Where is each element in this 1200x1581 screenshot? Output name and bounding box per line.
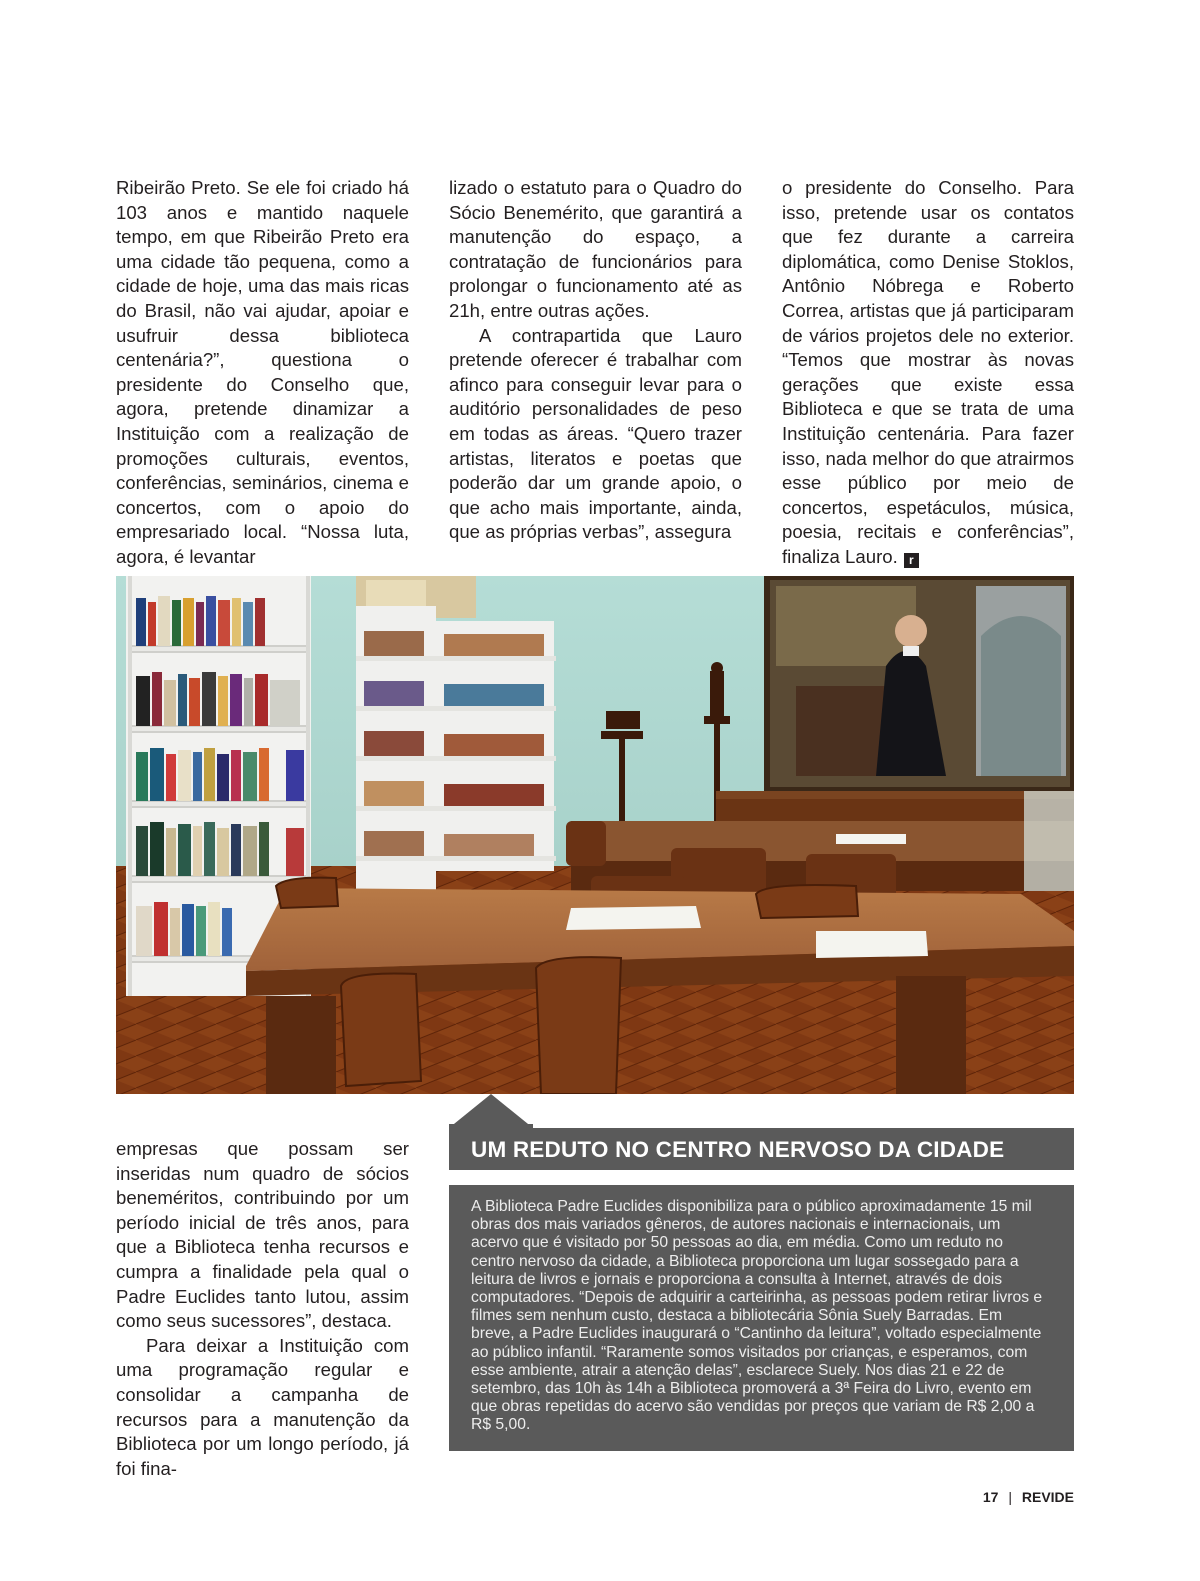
footer-separator: | [1008, 1489, 1012, 1505]
page-number: 17 [982, 1489, 999, 1505]
article-paragraph: A contrapartida que Lauro pretende oferecer é trabalhar com afinco para conseguir levar para o auditório personalidades de peso em todas as áreas. “Quero trazer artistas, literatos e poetas que poderão dar um grande apoio, o que acho mais importante, ainda, que as próprias verbas”, assegura [449, 324, 742, 543]
sidebar-body: A Biblioteca Padre Euclides disponibiliza para o público aproximadamente 15 mil obras dos mais variados gêneros, de autores nacionais e internacionais, um acervo que é visitado por 50 pessoas ao dia, em média. Como um reduto no centro nervoso da cidade, a Biblioteca proporciona um lugar sossegado para a leitura de livros e jornais e proporciona a consulta à Internet, através de dois computadores. “Depois de adquirir a carteirinha, as pessoas podem retirar livros e filmes sem nenhum custo, destaca a bibliotecária Sônia Suely Barradas. Em breve, a Padre Euclides inaugurará o “Cantinho da leitura”, voltado especialmente ao público infantil. “Raramente somos visitados por crianças, e esperamos, com esse ambiente, atrair a atenção delas”, esclarece Suely. Nos dias 21 e 22 de setembro, das 10h às 14h a Biblioteca promoverá a 3ª Feira do Livro, evento em que obras repetidas do acervo são vendidas por preços que variam de R$ 2,00 a R$ 5,00. [449, 1185, 1074, 1451]
library-reading-room-photo [116, 576, 1074, 1094]
article-column-2 [449, 176, 742, 545]
sidebar-tab-decoration [449, 1094, 533, 1128]
page-footer [983, 1489, 1074, 1505]
article-paragraph: lizado o estatuto para o Quadro do Sócio Benemérito, que garantirá a manutenção do espaço, a contratação de funcionários para prolongar o funcionamento até as 21h, entre outras ações. [449, 177, 742, 321]
article-paragraph-text: o presidente do Conselho. Para isso, pretende usar os contatos que fez durante a carreira diplomática, como Denise Stoklos, Antônio Nóbrega e Roberto Correa, artistas que já participaram de vários projetos dele no exterior. “Temos que mostrar às novas gerações que existe essa Biblioteca e que se trata de uma Instituição centenária. Para fazer isso, nada melhor do que atrairmos esse público por meio de concertos, espetáculos, música, poesia, recitais e conferências”, finaliza Lauro. [782, 177, 1074, 567]
article-paragraph: Ribeirão Preto. Se ele foi criado há 103 anos e mantido naquele tempo, em que Ribeirão Preto era uma cidade tão pequena, como a cidade de hoje, uma das mais ricas do Brasil, não vai ajudar, apoiar e usufruir dessa biblioteca centenária?”, questiona o presidente do Conselho que, agora, pretende dinamizar a Instituição com a realização de promoções culturais, eventos, conferências, seminários, cinema e concertos, com o apoio do empresariado local. “Nossa luta, agora, é levantar [116, 177, 409, 567]
article-paragraph: empresas que possam ser inseridas num quadro de sócios beneméritos, contribuindo por um período inicial de três anos, para que a Biblioteca tenha recursos e cumpra a finalidade pela qual o Padre Euclides tanto lutou, assim como seus sucessores”, destaca. [116, 1138, 409, 1332]
article-paragraph: Para deixar a Instituição com uma programação regular e consolidar a campanha de recursos para a manutenção da Biblioteca por um longo período, já foi fina- [116, 1334, 409, 1479]
article-paragraph [782, 176, 1074, 570]
end-of-article-mark: r [904, 553, 919, 568]
magazine-name: REVIDE [1021, 1489, 1074, 1505]
sidebar-title: UM REDUTO NO CENTRO NERVOSO DA CIDADE [449, 1128, 1074, 1170]
article-column-1-top [116, 176, 409, 570]
article-column-1-bottom [116, 1137, 409, 1481]
article-column-3 [782, 176, 1074, 570]
